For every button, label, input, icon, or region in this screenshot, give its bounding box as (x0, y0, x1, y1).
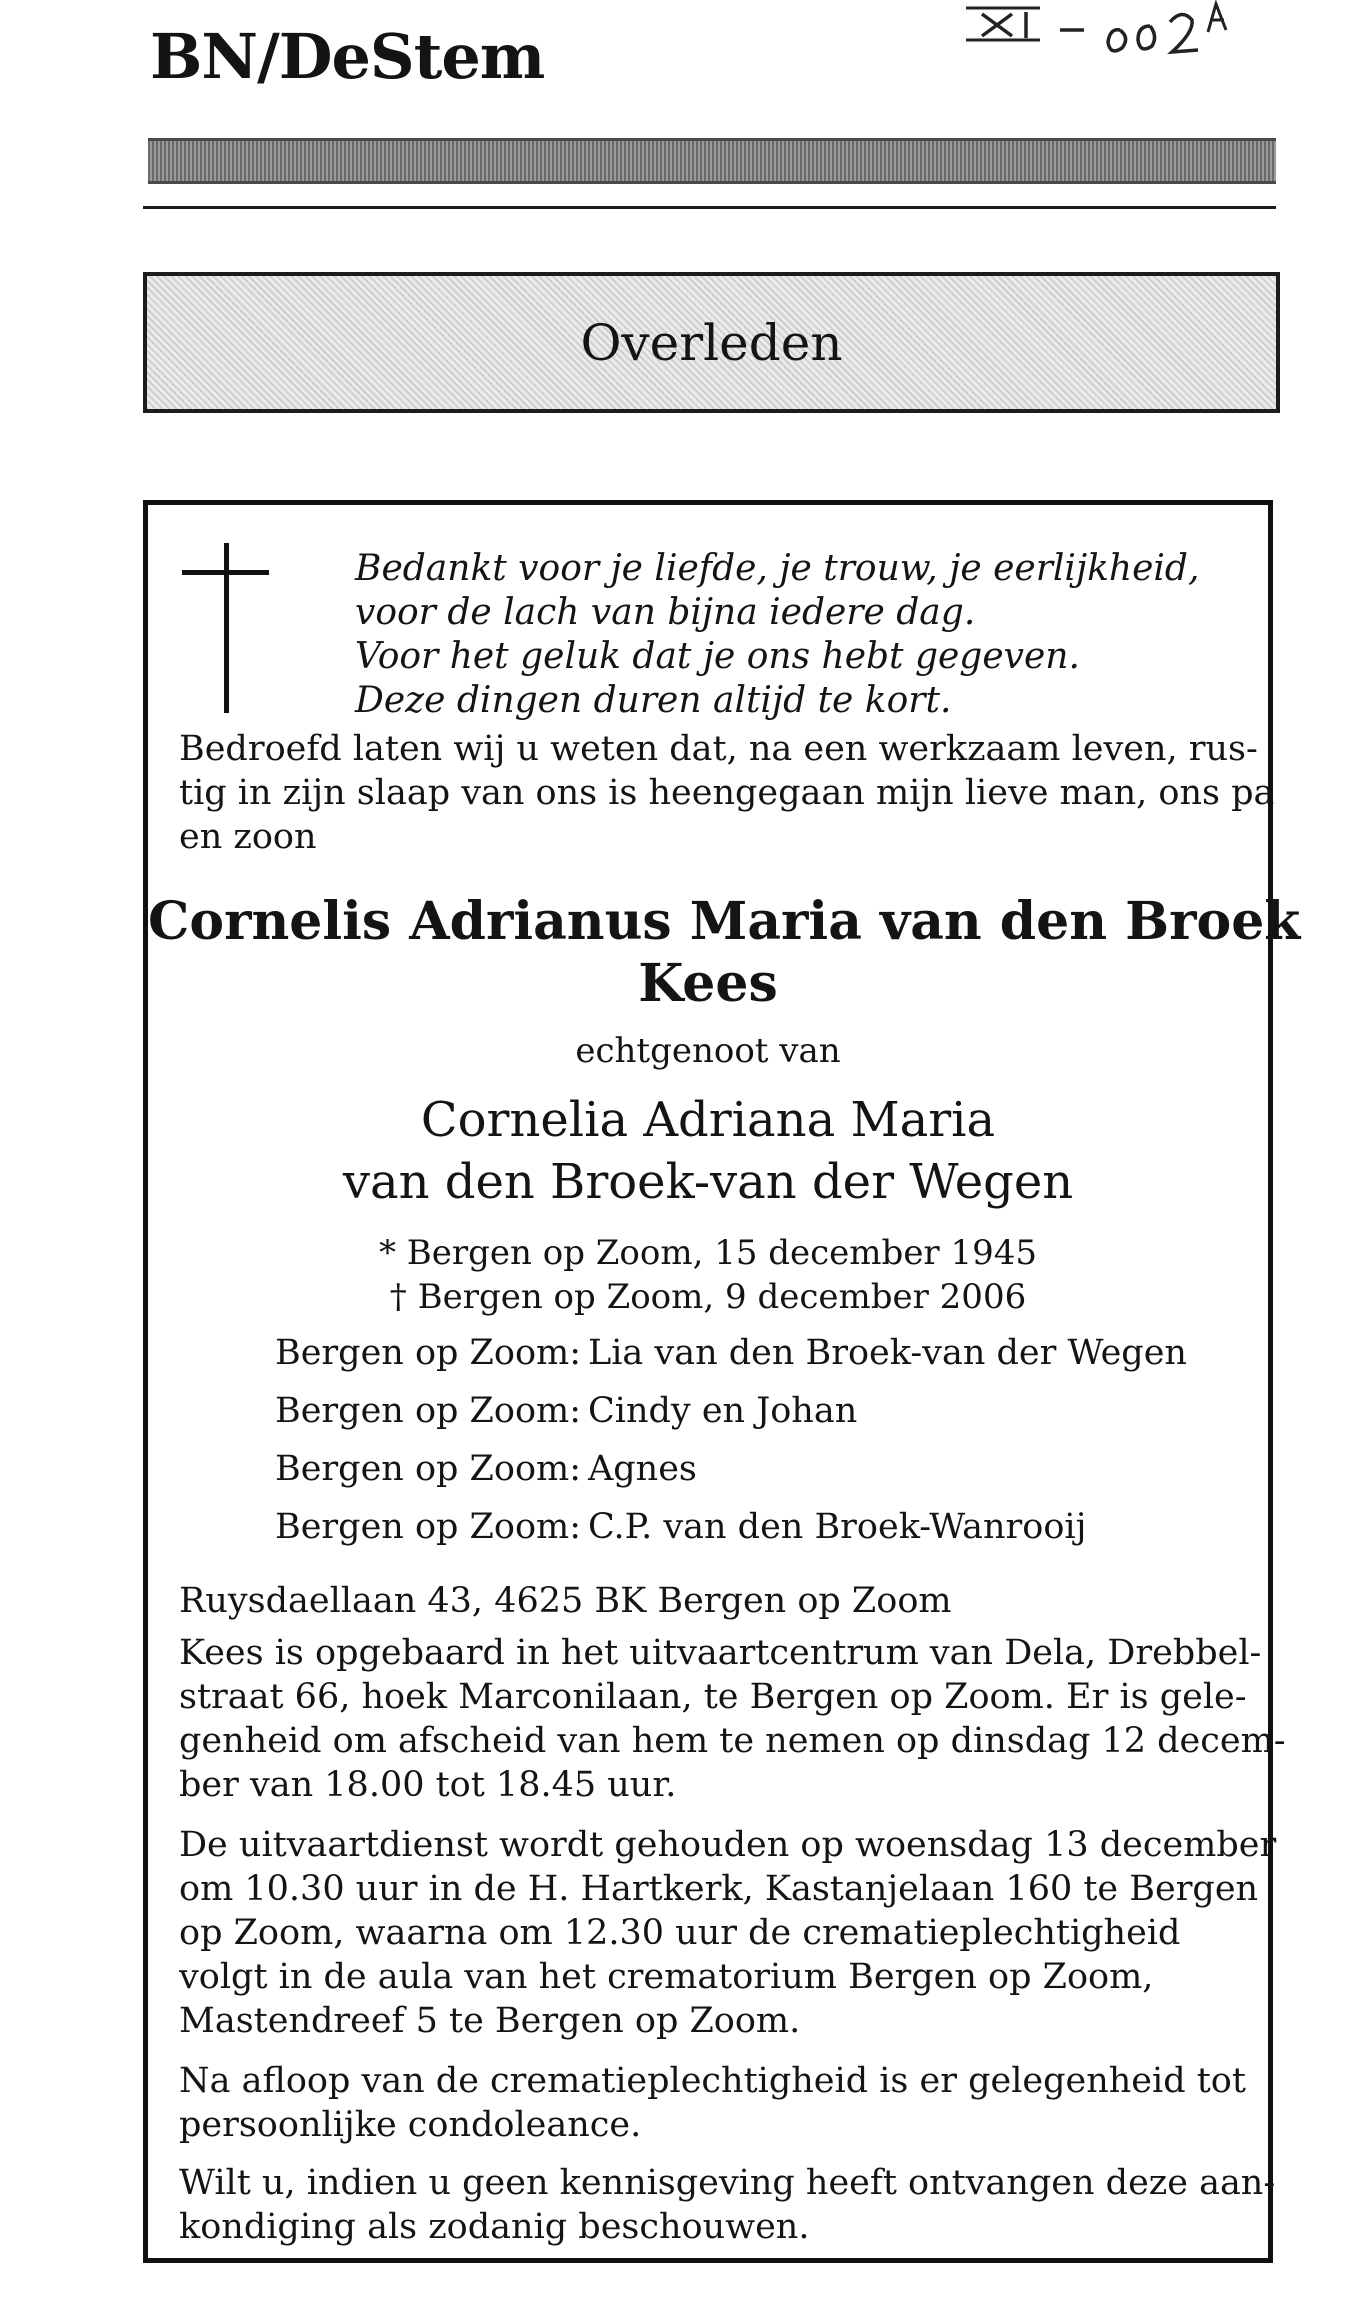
intro-line: Bedroefd laten wij u weten dat, na een werkzaam leven, rus- (179, 729, 1258, 769)
family-place: Bergen op Zoom: (275, 1449, 581, 1489)
obituary-notice (143, 500, 1301, 2263)
spouse-name-line1: Cornelia Adriana Maria (420, 1092, 996, 1148)
family-name: Agnes (588, 1449, 697, 1489)
section-heading-box (143, 272, 1280, 413)
deceased-full-name: Cornelis Adrianus Maria van den Broek (148, 891, 1301, 952)
address (179, 1579, 1249, 1623)
service-line: Mastendreef 5 te Bergen op Zoom. (179, 2001, 801, 2041)
spouse-label: echtgenoot van (575, 1031, 841, 1071)
verse (355, 547, 1199, 723)
closing-line: kondiging als zodanig beschouwen. (179, 2207, 810, 2247)
family-place: Bergen op Zoom: (275, 1507, 581, 1547)
viewing-line: straat 66, hoek Marconilaan, te Bergen op Zoom. Er is gele- (179, 1677, 1247, 1717)
family-name: Lia van den Broek-van der Wegen (588, 1333, 1187, 1373)
death-date: † Bergen op Zoom, 9 december 2006 (389, 1277, 1027, 1317)
masthead-rule (143, 206, 1276, 209)
service-line: volgt in de aula van het crematorium Bergen op Zoom, (179, 1957, 1154, 1997)
family-row (275, 1389, 857, 1433)
closing-paragraph (179, 2161, 1276, 2249)
spouse-name-line2: van den Broek-van der Wegen (342, 1154, 1074, 1210)
birth-date: * Bergen op Zoom, 15 december 1945 (378, 1233, 1038, 1273)
cross-icon-bar (182, 570, 269, 575)
section-heading: Overleden (580, 314, 843, 372)
viewing-line: genheid om afscheid van hem te nemen op dinsdag 12 decem- (179, 1721, 1286, 1761)
masthead-gray-band (148, 138, 1276, 184)
service-paragraph (179, 1823, 1277, 2043)
viewing-paragraph (179, 1631, 1286, 1807)
family-name: Cindy en Johan (588, 1391, 858, 1431)
intro-line: en zoon (179, 817, 317, 857)
viewing-line: Kees is opgebaard in het uitvaartcentrum van Dela, Drebbel- (179, 1633, 1262, 1673)
service-line: op Zoom, waarna om 12.30 uur de crematieplechtigheid (179, 1913, 1181, 1953)
condolence-line: persoonlijke condoleance. (179, 2105, 642, 2145)
verse-line: Deze dingen duren altijd te kort. (355, 680, 952, 721)
service-line: om 10.30 uur in de H. Hartkerk, Kastanjelaan 160 te Bergen (179, 1869, 1259, 1909)
family-place: Bergen op Zoom: (275, 1391, 581, 1431)
intro-line: tig in zijn slaap van ons is heengegaan mijn lieve man, ons pa (179, 773, 1275, 813)
verse-line: voor de lach van bijna iedere dag. (355, 592, 976, 633)
handwritten-reference (960, 0, 1260, 80)
family-place: Bergen op Zoom: (275, 1333, 581, 1373)
family-row (275, 1447, 697, 1491)
newspaper-masthead: BN/DeStem (150, 20, 545, 93)
verse-line: Voor het geluk dat je ons hebt gegeven. (355, 636, 1080, 677)
family-row (275, 1331, 1187, 1375)
deceased-nickname: Kees (638, 953, 778, 1014)
viewing-line: ber van 18.00 tot 18.45 uur. (179, 1765, 677, 1805)
service-line: De uitvaartdienst wordt gehouden op woensdag 13 december (179, 1825, 1277, 1865)
condolence-line: Na afloop van de crematieplechtigheid is er gelegenheid tot (179, 2061, 1246, 2101)
cross-icon (224, 543, 229, 713)
family-row (275, 1505, 1086, 1549)
closing-line: Wilt u, indien u geen kennisgeving heeft ontvangen deze aan- (179, 2163, 1276, 2203)
condolence-paragraph (179, 2059, 1249, 2147)
verse-line: Bedankt voor je liefde, je trouw, je eerlijkheid, (355, 548, 1200, 589)
intro-paragraph (179, 727, 1275, 859)
address-line: Ruysdaellaan 43, 4625 BK Bergen op Zoom (179, 1581, 952, 1621)
family-name: C.P. van den Broek-Wanrooij (588, 1507, 1087, 1547)
